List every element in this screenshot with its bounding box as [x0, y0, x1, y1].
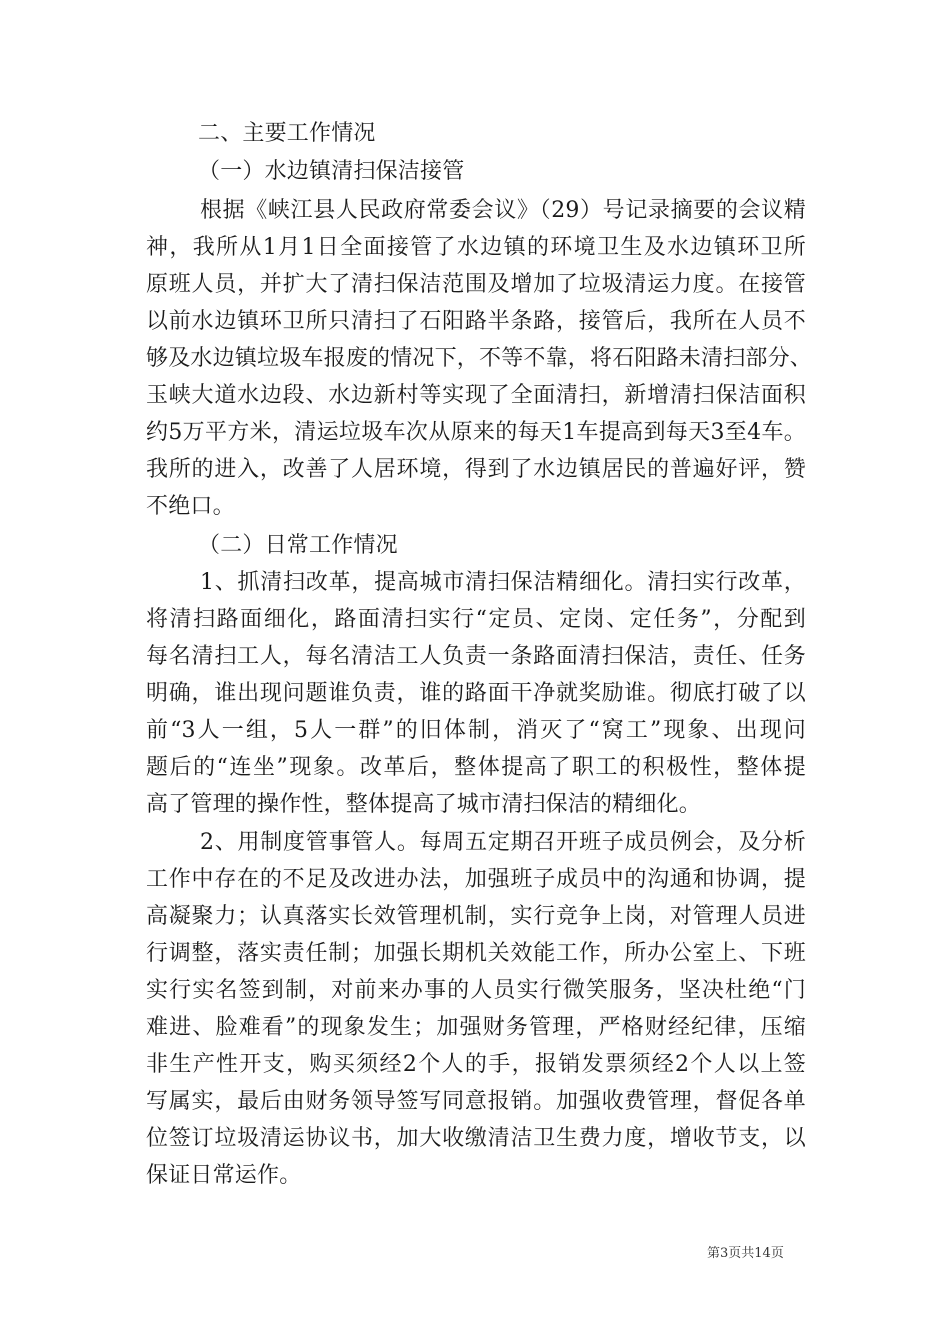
section-1-line: 不绝口。	[146, 494, 235, 519]
section-1-line: 以前水边镇环卫所只清扫了石阳路半条路，接管后，我所在人员不	[146, 309, 806, 334]
section-2-para-2-line: 写属实，最后由财务领导签写同意报销。加强收费管理，督促各单	[146, 1089, 806, 1114]
section-1-line: 原班人员，并扩大了清扫保洁范围及增加了垃圾清运力度。在接管	[146, 272, 806, 297]
section-1-line: 够及水边镇垃圾车报废的情况下，不等不靠，将石阳路未清扫部分、	[146, 346, 813, 371]
section-2-para-2-line: 保证日常运作。	[146, 1163, 302, 1188]
section-1-line: 我所的进入，改善了人居环境，得到了水边镇居民的普遍好评，赞	[146, 457, 806, 482]
section-2-para-2-line: 2、用制度管事管人。每周五定期召开班子成员例会，及分析	[200, 830, 806, 855]
section-2-para-2-line: 位签订垃圾清运协议书，加大收缴清洁卫生费力度，增收节支，以	[146, 1126, 806, 1151]
section-1-line: 根据《峡江县人民政府常委会议》（29）号记录摘要的会议精	[200, 198, 806, 223]
section-2-para-1-line: 每名清扫工人，每名清洁工人负责一条路面清扫保洁，责任、任务	[146, 644, 806, 669]
section-2-para-1-line: 1、抓清扫改革，提高城市清扫保洁精细化。清扫实行改革，	[200, 570, 806, 595]
section-2-para-2-line: 工作中存在的不足及改进办法，加强班子成员中的沟通和协调，提	[146, 867, 806, 892]
section-2-para-2-line: 实行实名签到制，对前来办事的人员实行微笑服务，坚决杜绝“门	[146, 978, 806, 1003]
section-1-line: 玉峡大道水边段、水边新村等实现了全面清扫，新增清扫保洁面积	[146, 383, 806, 408]
section-1-title: （一）水边镇清扫保洁接管	[198, 159, 465, 184]
section-2-para-1-line: 题后的“连坐”现象。改革后，整体提高了职工的积极性，整体提	[146, 755, 806, 780]
section-2-para-2-line: 难进、脸难看”的现象发生；加强财务管理，严格财经纪律，压缩	[146, 1015, 806, 1040]
section-1-line: 神，我所从1月1日全面接管了水边镇的环境卫生及水边镇环卫所	[146, 235, 806, 260]
section-2-para-2-line: 行调整，落实责任制；加强长期机关效能工作，所办公室上、下班	[146, 941, 806, 966]
section-2-title: （二）日常工作情况	[198, 533, 398, 558]
section-2-para-2-line: 非生产性开支，购买须经2个人的手，报销发票须经2个人以上签	[146, 1052, 806, 1077]
section-2-para-1-line: 前“3人一组，5人一群”的旧体制，消灭了“窝工”现象、出现问	[146, 718, 806, 743]
section-2-para-1-line: 明确，谁出现问题谁负责，谁的路面干净就奖励谁。彻底打破了以	[146, 681, 806, 706]
main-heading: 二、主要工作情况	[198, 121, 376, 146]
section-2-para-1-line: 将清扫路面细化，路面清扫实行“定员、定岗、定任务”，分配到	[146, 607, 806, 632]
section-2-para-2-line: 高凝聚力；认真落实长效管理机制，实行竞争上岗，对管理人员进	[146, 904, 806, 929]
section-2-para-1-line: 高了管理的操作性，整体提高了城市清扫保洁的精细化。	[146, 792, 702, 817]
page-number: 第3页共14页	[707, 1246, 784, 1261]
section-1-line: 约5万平方米，清运垃圾车次从原来的每天1车提高到每天3至4车。	[146, 420, 806, 445]
